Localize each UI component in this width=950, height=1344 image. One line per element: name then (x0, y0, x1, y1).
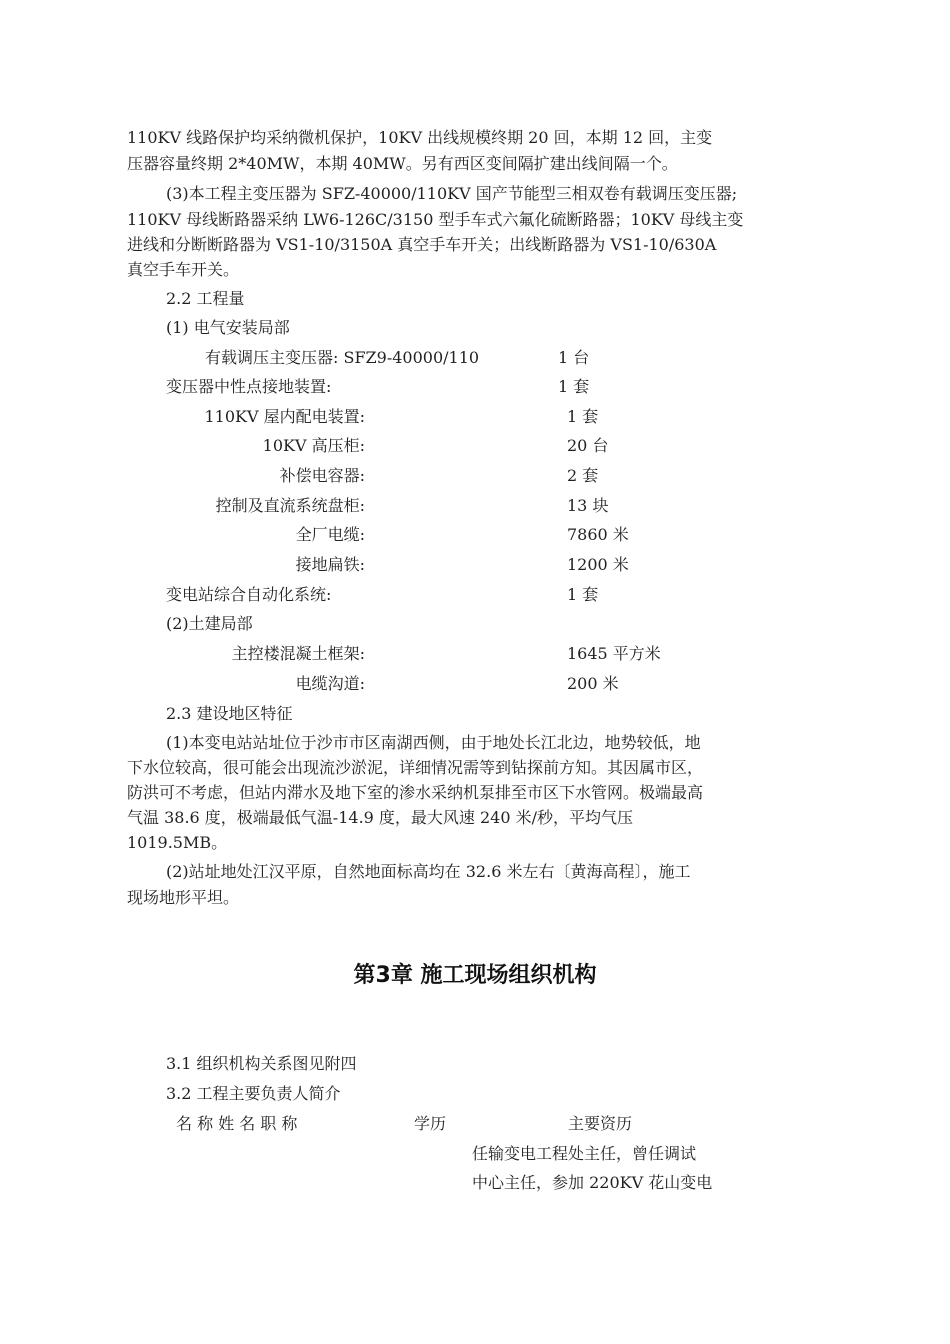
table-header-name-title: 名 称 姓 名 职 称 (176, 1114, 298, 1133)
electrical-item-label: 全厂电缆: (295, 525, 365, 544)
table-row-qualification-line-1: 任输变电工程处主任，曾任调试 (472, 1144, 697, 1163)
electrical-item-label: 变电站综合自动化系统: (166, 585, 332, 604)
section-3-1: 3.1 组织机构关系图见附四 (166, 1054, 357, 1073)
section-3-2: 3.2 工程主要负责人简介 (166, 1084, 341, 1103)
region-p1-line-3: 防洪可不考虑，但站内滞水及地下室的渗水采纳机泵排至市区下水管网。极端最高 (127, 783, 704, 802)
electrical-item-qty: 1 台 (558, 348, 590, 367)
civil-item-qty: 200 米 (567, 674, 619, 693)
electrical-item-qty: 20 台 (567, 436, 609, 455)
electrical-title: (1) 电气安装局部 (166, 318, 290, 337)
region-p2-line-1: (2)站址地处江汉平原，自然地面标高均在 32.6 米左右〔黄海高程〕，施工 (166, 862, 691, 881)
para3-line-3: 进线和分断断路器为 VS1-10/3150A 真空手车开关；出线断路器为 VS1-10/630A (127, 235, 717, 254)
civil-item-label: 电缆沟道: (295, 674, 365, 693)
electrical-item-qty: 1 套 (558, 377, 590, 396)
electrical-item-label: 10KV 高压柜: (262, 436, 365, 455)
region-p2-line-2: 现场地形平坦。 (127, 888, 240, 907)
chapter-3-heading: 第3章 施工现场组织机构 (353, 963, 597, 988)
electrical-item-label: 110KV 屋内配电装置: (204, 407, 365, 426)
region-p1-line-2: 下水位较高，很可能会出现流沙淤泥，详细情况需等到钻探前方知。其因属市区， (127, 758, 704, 777)
electrical-item-label: 有载调压主变压器: SFZ9-40000/110 (205, 348, 480, 367)
intro-line-2: 压器容量终期 2*40MW，本期 40MW。另有西区变间隔扩建出线间隔一个。 (127, 154, 678, 173)
region-p1-line-4: 气温 38.6 度，极端最低气温-14.9 度，最大风速 240 米/秒，平均气压 (127, 808, 634, 827)
electrical-item-qty: 1 套 (567, 407, 599, 426)
electrical-item-qty: 1200 米 (567, 555, 629, 574)
civil-title: (2)土建局部 (166, 614, 253, 633)
electrical-item-label: 补偿电容器: (279, 466, 365, 485)
table-row-qualification-line-2: 中心主任，参加 220KV 花山变电 (472, 1173, 713, 1192)
electrical-item-qty: 2 套 (567, 466, 599, 485)
para3-line-1: (3)本工程主变压器为 SFZ-40000/110KV 国产节能型三相双卷有载调压变压器; (166, 184, 738, 203)
table-header-qualification: 主要资历 (568, 1114, 633, 1133)
para3-line-2: 110KV 母线断路器采纳 LW6-126C/3150 型手车式六氟化硫断路器；10KV 母线主变 (127, 210, 744, 229)
section-2-2-title: 2.2 工程量 (166, 289, 245, 308)
para3-line-4: 真空手车开关。 (127, 260, 240, 279)
electrical-item-qty: 7860 米 (567, 525, 629, 544)
civil-item-qty: 1645 平方米 (567, 644, 661, 663)
intro-line-1: 110KV 线路保护均采纳微机保护，10KV 出线规模终期 20 回，本期 12 回，主变 (127, 128, 713, 147)
electrical-item-label: 变压器中性点接地装置: (166, 377, 332, 396)
civil-item-label: 主控楼混凝土框架: (231, 644, 365, 663)
electrical-item-label: 接地扁铁: (295, 555, 365, 574)
electrical-item-qty: 1 套 (567, 585, 599, 604)
table-header-education: 学历 (414, 1114, 447, 1133)
region-p1-line-1: (1)本变电站站址位于沙市市区南湖西侧，由于地处长江北边，地势较低，地 (166, 733, 701, 752)
section-2-3-title: 2.3 建设地区特征 (166, 704, 293, 723)
electrical-item-label: 控制及直流系统盘柜: (215, 496, 365, 515)
region-p1-line-5: 1019.5MB。 (127, 833, 228, 852)
electrical-item-qty: 13 块 (567, 496, 609, 515)
